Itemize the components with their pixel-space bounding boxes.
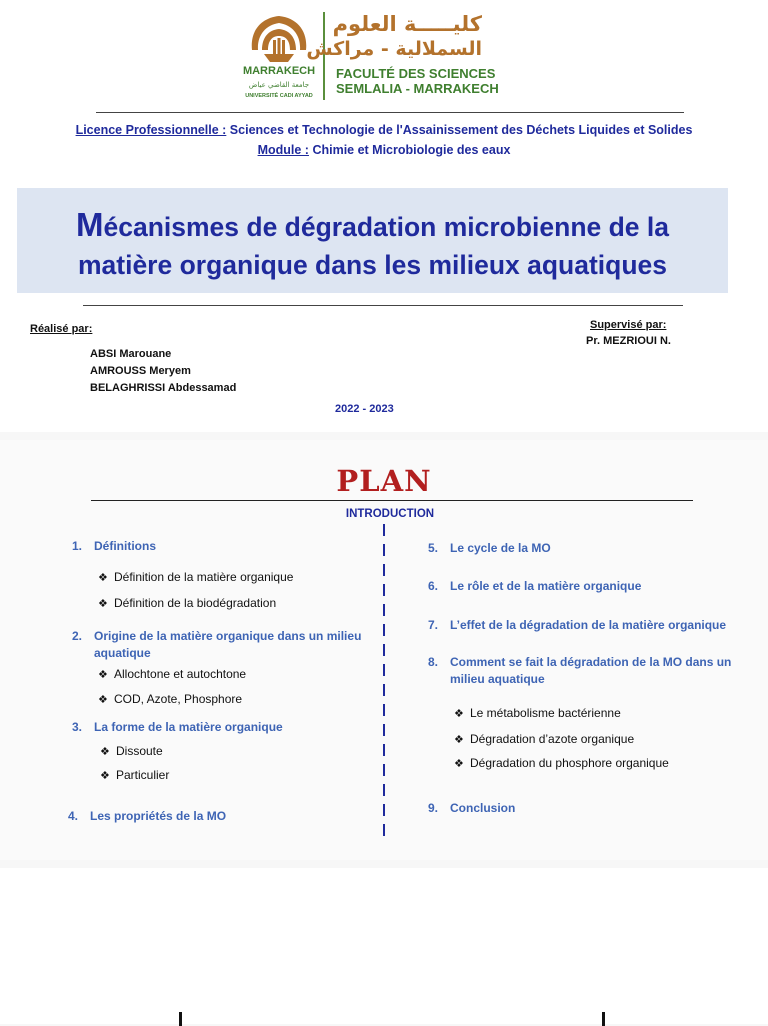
faculty-arabic-line1: كليـــــة العلوم xyxy=(332,12,482,36)
diamond-bullet-icon: ❖ xyxy=(454,758,464,770)
plan-subitem xyxy=(98,570,293,584)
column-separator xyxy=(383,524,385,840)
module-value: Chimie et Microbiologie des eaux xyxy=(308,143,511,157)
realise-label: Réalisé par: xyxy=(30,323,93,335)
title-initial: M xyxy=(75,206,104,243)
plan-rule xyxy=(91,500,693,501)
diamond-bullet-icon: ❖ xyxy=(100,770,110,782)
logo-text: MARRAKECH xyxy=(242,65,316,77)
author: AMROUSS Meryem xyxy=(90,365,191,377)
licence-line xyxy=(0,123,768,137)
subitem-label: Le métabolisme bactérienne xyxy=(470,706,621,720)
item-number: 2. xyxy=(72,629,83,643)
academic-year: 2022 - 2023 xyxy=(335,403,394,415)
diamond-bullet-icon: ❖ xyxy=(454,734,464,746)
item-number: 5. xyxy=(428,541,439,555)
cover-page xyxy=(0,0,768,432)
title-line1 xyxy=(17,206,728,244)
subitem-label: Particulier xyxy=(116,768,170,782)
subitem-label: COD, Azote, Phosphore xyxy=(114,692,243,706)
diamond-bullet-icon: ❖ xyxy=(100,746,110,758)
subitem-label: Dégradation d’azote organique xyxy=(470,732,635,746)
item-number: 1. xyxy=(72,539,83,553)
plan-subitem xyxy=(98,667,246,681)
item-number: 3. xyxy=(72,720,83,734)
title-box xyxy=(17,188,728,293)
plan-subitem xyxy=(454,706,621,720)
item-label: Le cycle de la MO xyxy=(450,541,551,555)
item-number: 7. xyxy=(428,618,439,632)
logo-subtext-ar: جامعة القاضي عياض xyxy=(248,81,310,89)
title-line2: matière organique dans les milieux aquatiques xyxy=(77,250,668,280)
faculty-french-line2: SEMLALIA - MARRAKECH xyxy=(336,81,499,96)
plan-subitem xyxy=(98,596,276,610)
item-label: Les propriétés de la MO xyxy=(90,809,227,823)
plan-subitem xyxy=(100,768,169,782)
next-page xyxy=(0,868,768,1024)
plan-item xyxy=(428,578,642,595)
subitem-label: Définition de la biodégradation xyxy=(114,596,277,610)
plan-subitem xyxy=(454,732,634,746)
title-line1-rest: écanismes de dégradation microbienne de la xyxy=(103,212,670,242)
module-line xyxy=(0,143,768,157)
module-key: Module : xyxy=(257,143,309,157)
plan-item xyxy=(428,654,740,688)
diamond-bullet-icon: ❖ xyxy=(98,572,108,584)
subitem-label: Dégradation du phosphore organique xyxy=(470,756,669,770)
diamond-bullet-icon: ❖ xyxy=(98,694,108,706)
item-label: L’effet de la dégradation de la matière organique xyxy=(450,618,727,632)
diamond-bullet-icon: ❖ xyxy=(98,669,108,681)
header-rule xyxy=(96,112,684,113)
supervisor-name: Pr. MEZRIOUI N. xyxy=(586,335,671,347)
logo-subtext-fr: UNIVERSITÉ CADI AYYAD xyxy=(245,93,313,99)
plan-subitem xyxy=(98,692,242,706)
item-label: Comment se fait la dégradation de la MO dans un milieu aquatique xyxy=(450,655,732,686)
item-label: Origine de la matière organique dans un milieu aquatique xyxy=(94,629,362,660)
item-label: Le rôle et de la matière organique xyxy=(450,579,642,593)
diamond-bullet-icon: ❖ xyxy=(98,598,108,610)
item-number: 9. xyxy=(428,801,439,815)
title-rule xyxy=(83,305,683,306)
supervise-label: Supervisé par: xyxy=(590,319,667,331)
author: ABSI Marouane xyxy=(90,348,172,360)
licence-key: Licence Professionnelle : xyxy=(75,123,227,137)
plan-subitem xyxy=(454,756,669,770)
subitem-label: Définition de la matière organique xyxy=(114,570,294,584)
plan-item xyxy=(428,800,516,817)
item-number: 4. xyxy=(68,809,79,823)
item-label: Conclusion xyxy=(450,801,516,815)
plan-item xyxy=(72,719,283,736)
subitem-label: Dissoute xyxy=(116,744,163,758)
plan-item xyxy=(72,538,156,555)
plan-page xyxy=(0,440,768,860)
faculty-french-line1: FACULTÉ DES SCIENCES xyxy=(336,66,496,81)
plan-item xyxy=(428,617,727,634)
subitem-label: Allochtone et autochtone xyxy=(114,667,247,681)
licence-value: Sciences et Technologie de l'Assainissement des Déchets Liquides et Solides xyxy=(226,123,693,137)
plan-introduction: INTRODUCTION xyxy=(345,508,435,520)
faculty-arabic-line2: السملالية - مراكش xyxy=(306,38,482,60)
diamond-bullet-icon: ❖ xyxy=(454,708,464,720)
plan-item xyxy=(72,628,384,662)
plan-title: PLAN xyxy=(336,464,432,498)
plan-item xyxy=(428,540,551,557)
item-label: Définitions xyxy=(94,539,156,553)
item-number: 6. xyxy=(428,579,439,593)
plan-item xyxy=(68,808,227,825)
item-number: 8. xyxy=(428,655,439,669)
item-label: La forme de la matière organique xyxy=(94,720,283,734)
plan-subitem xyxy=(100,744,163,758)
author: BELAGHRISSI Abdessamad xyxy=(90,382,237,394)
authors-list xyxy=(90,346,236,397)
